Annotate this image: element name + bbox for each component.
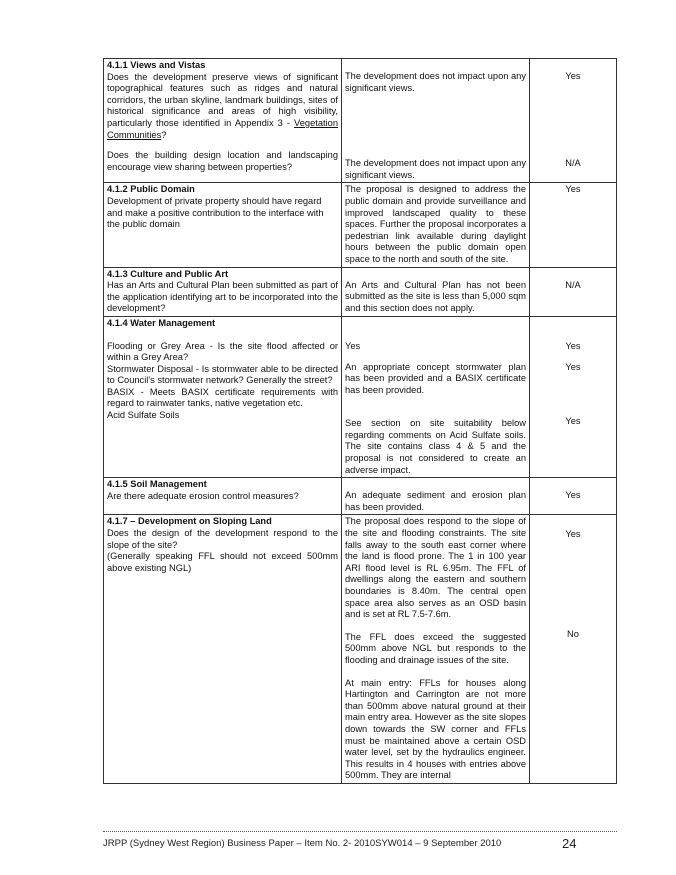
criteria-cell <box>104 478 342 515</box>
criteria-cell <box>104 316 342 477</box>
criteria-text: BASIX - Meets BASIX certificate requirements with regard to rainwater tanks, native vegetation etc. <box>107 386 338 409</box>
status-badge: Yes <box>565 184 581 195</box>
comment-cell <box>342 183 530 267</box>
comment-cell <box>342 267 530 316</box>
status-cell <box>530 316 617 477</box>
comment-text: An Arts and Cultural Plan has not been submitted as the site is less than 5,000 sqm and this section does not apply. <box>345 279 526 313</box>
status-badge: Yes <box>565 340 581 351</box>
table-row <box>104 59 617 183</box>
comment-cell <box>342 59 530 183</box>
section-heading: 4.1.7 – Development on Sloping Land <box>107 516 272 527</box>
section-heading: 4.1.4 Water Management <box>107 317 216 328</box>
criteria-cell <box>104 183 342 267</box>
comment-text: The development does not impact upon any significant views. <box>345 158 526 180</box>
criteria-text: Development of private property should have regard and make a positive contribution to the interface with the public domain <box>107 195 324 230</box>
criteria-text: Are there adequate erosion control measures? <box>107 490 299 501</box>
status-badge: Yes <box>565 529 581 540</box>
comment-text: The proposal is designed to address the public domain and provide surveillance and improved landscaped quality to these spaces. Further the proposal incorporates a pedestrian link available during daylight hours between the public domain open space to the north and south of the site. <box>345 184 526 264</box>
criteria-text: Stormwater Disposal - Is stormwater able to be directed to Council's stormwater network? Generally the street? <box>107 363 338 386</box>
comment-cell <box>342 478 530 515</box>
status-cell <box>530 478 617 515</box>
section-heading: 4.1.1 Views and Vistas <box>107 60 206 70</box>
footer-text: JRPP (Sydney West Region) Business Paper – Item No. 2- 2010SYW014 – 9 September 2010 <box>103 838 502 849</box>
table-row <box>104 183 617 267</box>
status-badge: N/A <box>565 157 581 168</box>
criteria-text: Has an Arts and Cultural Plan been submitted as part of the application identifying art to be incorporated into the development? <box>107 280 338 314</box>
comment-text: At main entry: FFLs for houses along Hartington and Carrington are not more than 500mm above natural ground at their main entry area. However as the site slopes down towards the SW corner and FFLs must be maintained above a certain OSD water level, set by the hydraulics engineer. This results in 4 houses with entries above 500mm. They are internal <box>345 677 526 781</box>
comment-cell <box>342 515 530 783</box>
status-cell <box>530 183 617 267</box>
status-badge: Yes <box>565 416 581 427</box>
table-row <box>104 515 617 783</box>
criteria-text: Flooding or Grey Area - Is the site flood affected or within a Grey Area? <box>107 340 338 363</box>
section-heading: 4.1.3 Culture and Public Art <box>107 268 229 279</box>
criteria-text: Does the building design location and landscaping encourage view sharing between properties? <box>107 150 338 172</box>
criteria-cell <box>104 59 342 183</box>
section-heading: 4.1.2 Public Domain <box>107 184 195 195</box>
status-badge: No <box>567 629 579 640</box>
table-row <box>104 267 617 316</box>
comment-text: An appropriate concept stormwater plan has been provided and a BASIX certificate has been provided. <box>345 361 526 395</box>
criteria-text: Acid Sulfate Soils <box>107 410 180 421</box>
page-number: 24 <box>562 836 577 851</box>
criteria-text: Does the design of the development respond to the slope of the site? <box>107 528 338 550</box>
status-cell <box>530 267 617 316</box>
criteria-text: (Generally speaking FFL should not exceed 500mm above existing NGL) <box>107 551 338 573</box>
comment-cell <box>342 316 530 477</box>
comment-text: Yes <box>345 340 361 351</box>
status-cell <box>530 515 617 783</box>
footer-divider <box>103 831 617 832</box>
comment-text: The development does not impact upon any significant views. <box>345 71 526 93</box>
criteria-cell <box>104 515 342 783</box>
comment-text: The proposal does respond to the slope of the site and flooding constraints. The site falls away to the south east corner where the land is flood prone. The 1 in 100 year ARI flood level is RL 6.95m. The FFL of dwellings along the eastern and southern boundaries is 8.40m. The central open space area also serves as an OSD basin and is set at RL 7.5-7.6m. <box>345 516 526 620</box>
criteria-cell <box>104 267 342 316</box>
status-badge: N/A <box>565 279 581 290</box>
status-badge: Yes <box>565 361 581 372</box>
status-badge: Yes <box>565 490 581 501</box>
section-heading: 4.1.5 Soil Management <box>107 479 207 490</box>
status-badge: Yes <box>565 71 581 81</box>
assessment-table <box>103 58 617 784</box>
table-row <box>104 316 617 477</box>
comment-text: An adequate sediment and erosion plan has been provided. <box>345 490 526 512</box>
appendix-link[interactable]: Vegetation Communities <box>107 117 338 140</box>
status-cell <box>530 59 617 183</box>
comment-text: See section on site suitability below regarding comments on Acid Sulfate soils. The site contains class 4 & 5 and the proposal is not considered to create an adverse impact. <box>345 418 526 475</box>
table-row <box>104 478 617 515</box>
criteria-text: Does the development preserve views of significant topographical features such as ridges and natural corridors, the urban skyline, landmark buildings, sites of historical significance and areas of high visibility, particularly those identified in Appendix 3 - Vegetation Communities? <box>107 71 338 140</box>
comment-text: The FFL does exceed the suggested 500mm above NGL but responds to the flooding and drainage issues of the site. <box>345 631 526 665</box>
